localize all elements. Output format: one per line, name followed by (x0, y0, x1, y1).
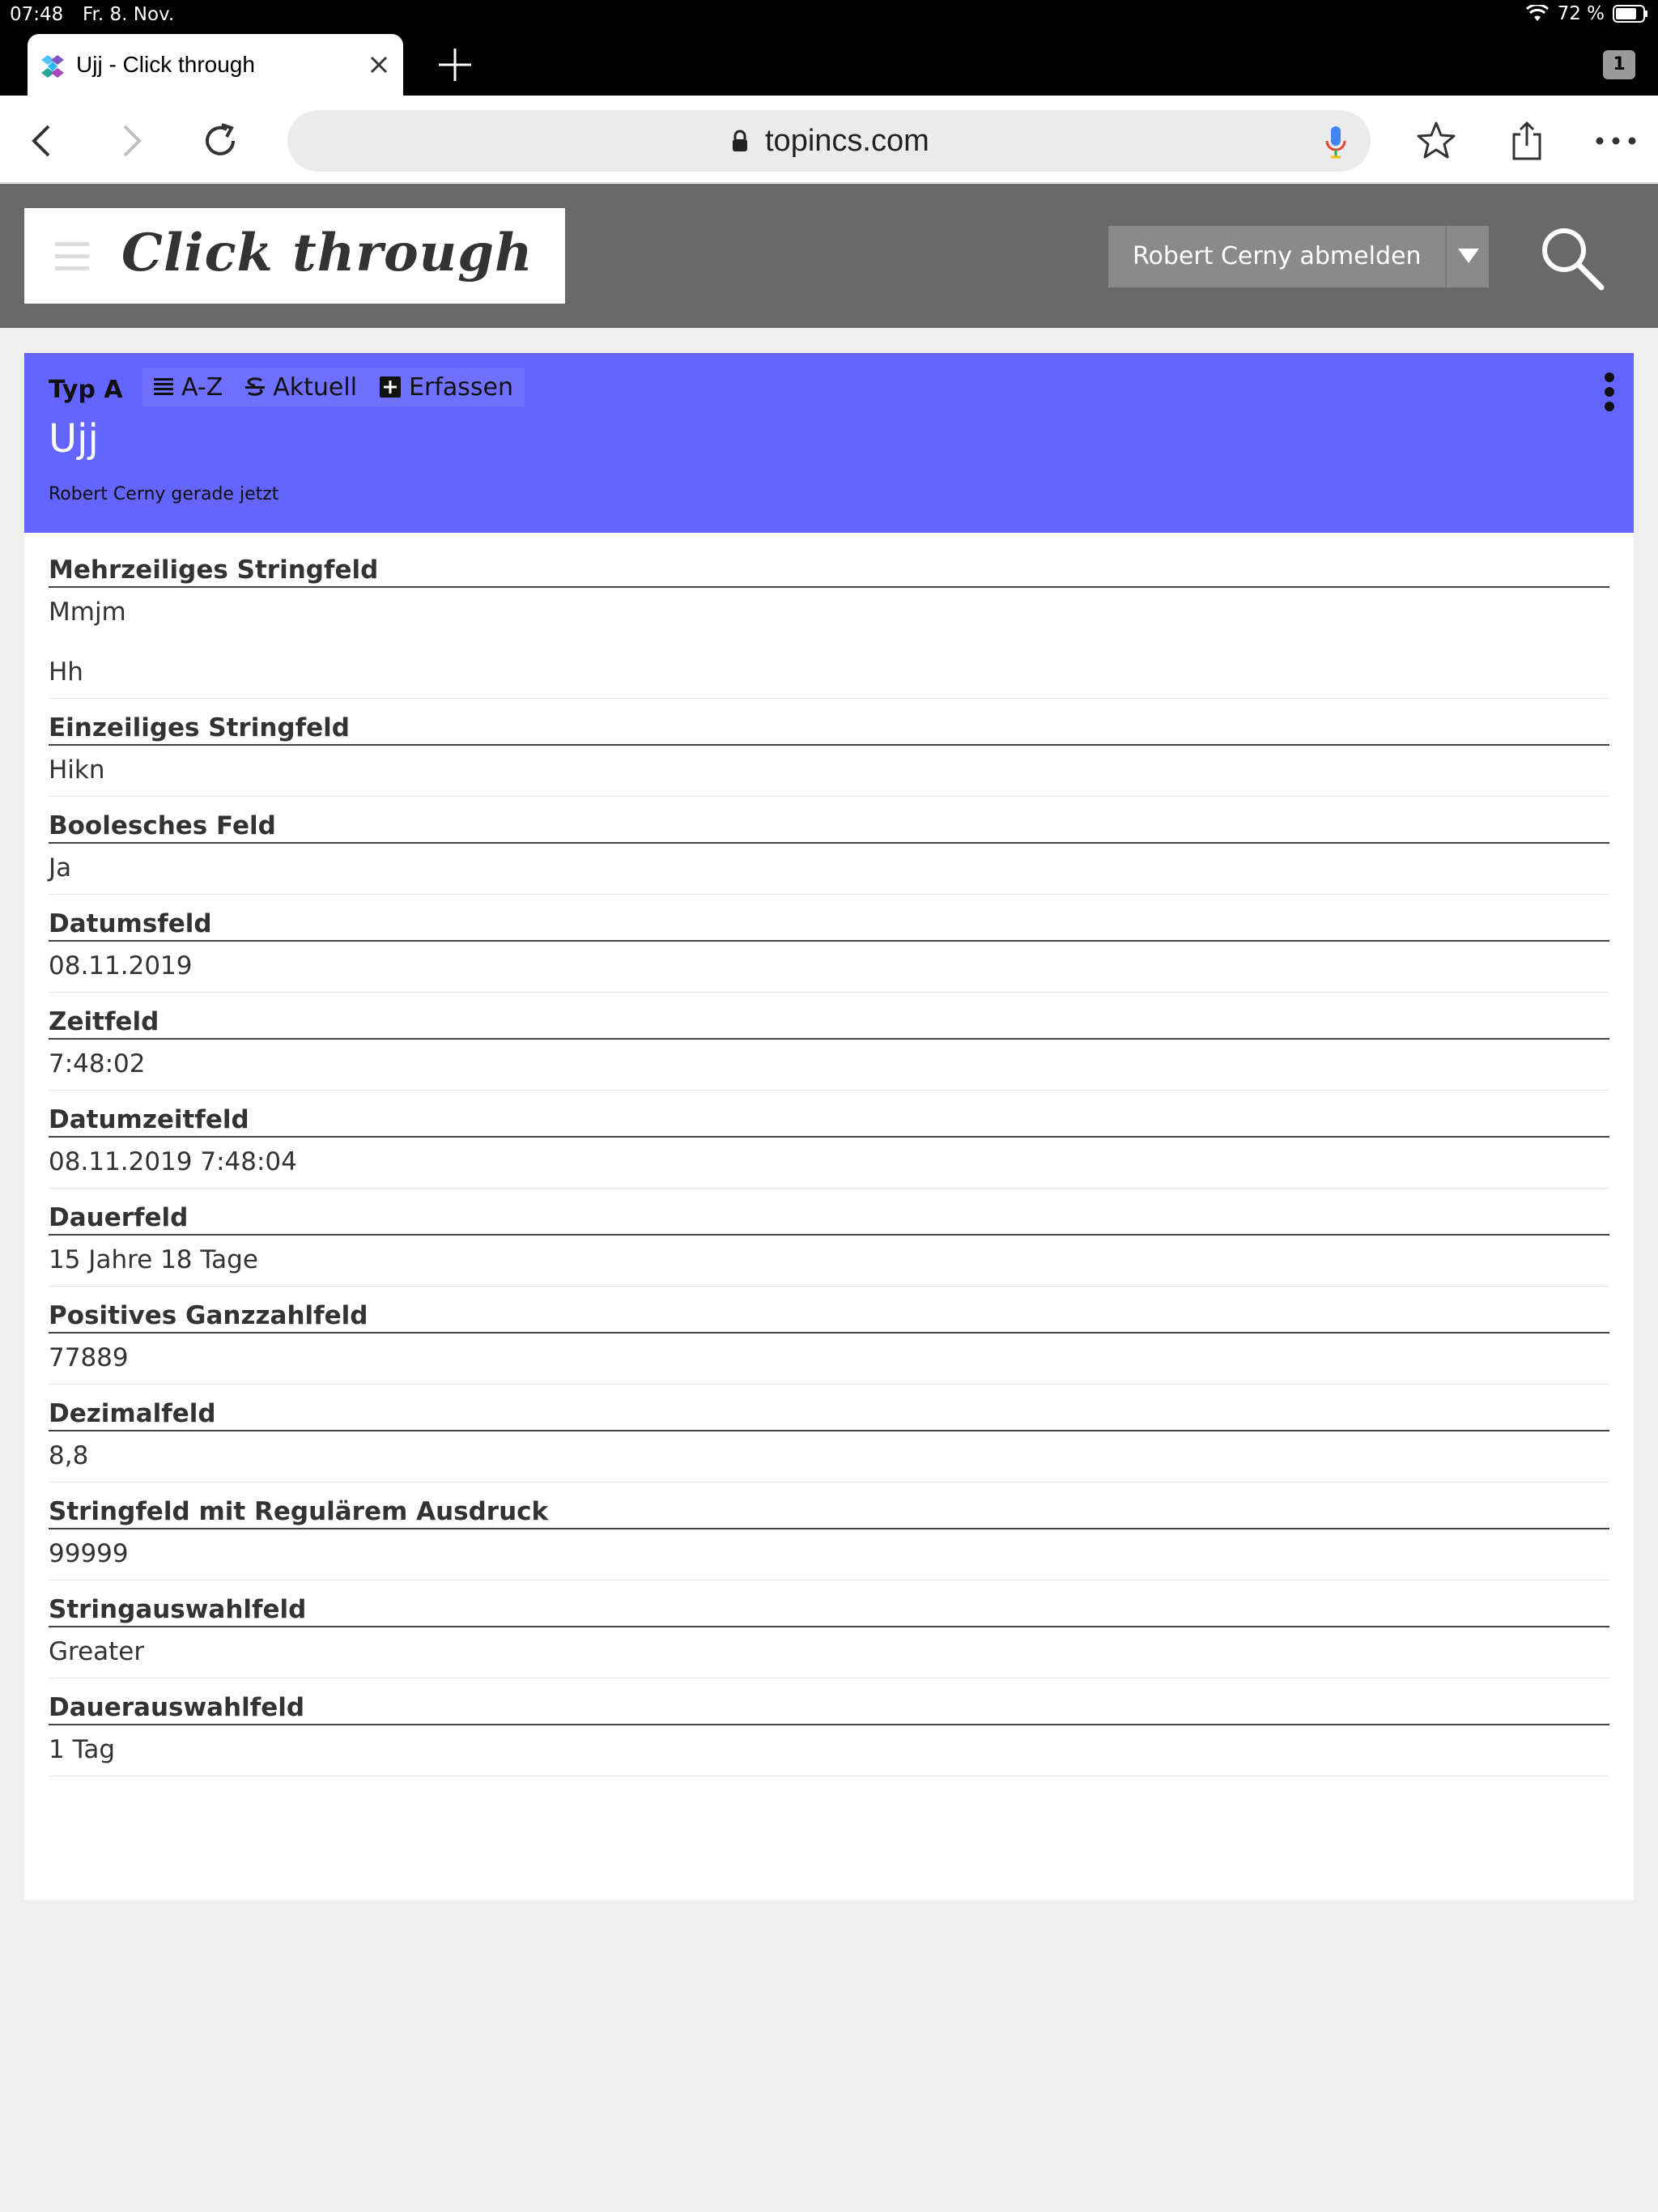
forward-icon[interactable] (107, 118, 152, 164)
site-header (0, 184, 1658, 328)
battery-icon (1613, 5, 1648, 23)
field-value-line: 08.11.2019 7:48:04 (49, 1147, 297, 1176)
field-value[interactable] (49, 746, 1609, 797)
status-date: Fr. 8. Nov. (83, 4, 175, 25)
search-icon[interactable] (1538, 224, 1606, 292)
logout-label: Robert Cerny abmelden (1133, 242, 1422, 270)
field-label: Zeitfeld (49, 1004, 1609, 1040)
field-value-line: 77889 (49, 1343, 129, 1372)
tab-count-button[interactable]: 1 (1603, 50, 1635, 79)
field-value-line: Greater (49, 1637, 145, 1666)
entry-header (24, 353, 1634, 533)
field-value[interactable] (49, 588, 1609, 699)
entry-card (24, 353, 1634, 1899)
bookmark-star-icon[interactable] (1414, 118, 1459, 164)
field-row (49, 1690, 1609, 1776)
status-bar (0, 0, 1658, 31)
field-list (49, 552, 1609, 1788)
reload-icon[interactable] (198, 118, 243, 164)
field-row (49, 1494, 1609, 1580)
status-time: 07:48 (10, 4, 64, 25)
field-value-line: Mmjm (49, 598, 126, 627)
field-value-line: Ja (49, 853, 72, 883)
field-label: Stringfeld mit Regulärem Ausdruck (49, 1494, 1609, 1529)
field-value[interactable] (49, 1334, 1609, 1385)
entry-actions (142, 368, 525, 406)
entry-title: Ujj (49, 416, 99, 462)
wifi-icon (1525, 5, 1550, 23)
microphone-icon[interactable] (1324, 125, 1348, 159)
field-row (49, 1200, 1609, 1287)
field-value[interactable] (49, 1725, 1609, 1776)
hamburger-menu-icon[interactable] (55, 240, 89, 273)
back-icon[interactable] (21, 118, 66, 164)
action-a-z[interactable] (142, 368, 234, 406)
share-icon[interactable] (1504, 118, 1550, 164)
field-value[interactable] (49, 1627, 1609, 1678)
browser-toolbar (0, 96, 1658, 183)
field-value[interactable] (49, 942, 1609, 993)
field-label: Datumzeitfeld (49, 1102, 1609, 1138)
action-label: Aktuell (273, 372, 358, 402)
brand-box (24, 208, 565, 304)
field-value-line: 8,8 (49, 1441, 89, 1470)
field-label: Dezimalfeld (49, 1396, 1609, 1431)
field-label: Stringauswahlfeld (49, 1592, 1609, 1627)
field-row (49, 1396, 1609, 1482)
dropdown-caret-icon[interactable] (1445, 226, 1489, 287)
field-row (49, 808, 1609, 895)
field-row (49, 552, 1609, 699)
more-options-icon[interactable] (1593, 118, 1639, 164)
field-value-line: Hikn (49, 755, 105, 785)
battery-percent: 72 % (1557, 3, 1605, 24)
action-erfassen[interactable] (368, 368, 525, 406)
field-row (49, 1592, 1609, 1678)
field-value[interactable] (49, 844, 1609, 895)
type-label[interactable]: Typ A (49, 376, 123, 404)
field-row (49, 1102, 1609, 1189)
field-label: Datumsfeld (49, 906, 1609, 942)
status-indicators (1525, 3, 1648, 24)
site-title[interactable]: Click through (121, 223, 534, 283)
url-text: topincs.com (765, 124, 929, 158)
field-value[interactable] (49, 1138, 1609, 1189)
browser-tab[interactable] (28, 34, 403, 96)
logout-button[interactable] (1108, 226, 1489, 287)
field-value-line: 1 Tag (49, 1735, 116, 1764)
field-row (49, 1004, 1609, 1091)
field-label: Mehrzeiliges Stringfeld (49, 552, 1609, 588)
field-label: Dauerauswahlfeld (49, 1690, 1609, 1725)
address-bar[interactable] (287, 110, 1371, 172)
field-value[interactable] (49, 1040, 1609, 1091)
field-value-line: 99999 (49, 1539, 129, 1568)
field-label: Positives Ganzzahlfeld (49, 1298, 1609, 1334)
tab-title: Ujj - Click through (76, 52, 255, 77)
action-label: A-Z (181, 372, 223, 402)
action-label: Erfassen (409, 372, 514, 402)
entry-meta: Robert Cerny gerade jetzt (49, 484, 279, 504)
field-value[interactable] (49, 1431, 1609, 1482)
field-value-line: Hh (49, 657, 83, 687)
list-icon (154, 377, 173, 397)
field-value-line: 7:48:02 (49, 1049, 146, 1078)
close-tab-icon[interactable] (366, 52, 392, 78)
field-label: Dauerfeld (49, 1200, 1609, 1236)
field-row (49, 1298, 1609, 1385)
favicon-icon (40, 53, 66, 79)
field-label: Boolesches Feld (49, 808, 1609, 844)
field-value-line: 08.11.2019 (49, 951, 193, 981)
strikethrough-icon (245, 376, 265, 398)
kebab-menu-icon[interactable] (1601, 371, 1618, 413)
lock-icon (731, 130, 749, 152)
field-value[interactable] (49, 1529, 1609, 1580)
field-row (49, 906, 1609, 993)
new-tab-icon[interactable] (437, 47, 473, 83)
field-value-line: 15 Jahre 18 Tage (49, 1245, 258, 1274)
field-value[interactable] (49, 1236, 1609, 1287)
field-row (49, 710, 1609, 797)
field-label: Einzeiliges Stringfeld (49, 710, 1609, 746)
action-aktuell[interactable] (234, 368, 368, 406)
plus-box-icon (380, 376, 401, 398)
browser-chrome (0, 0, 1658, 96)
